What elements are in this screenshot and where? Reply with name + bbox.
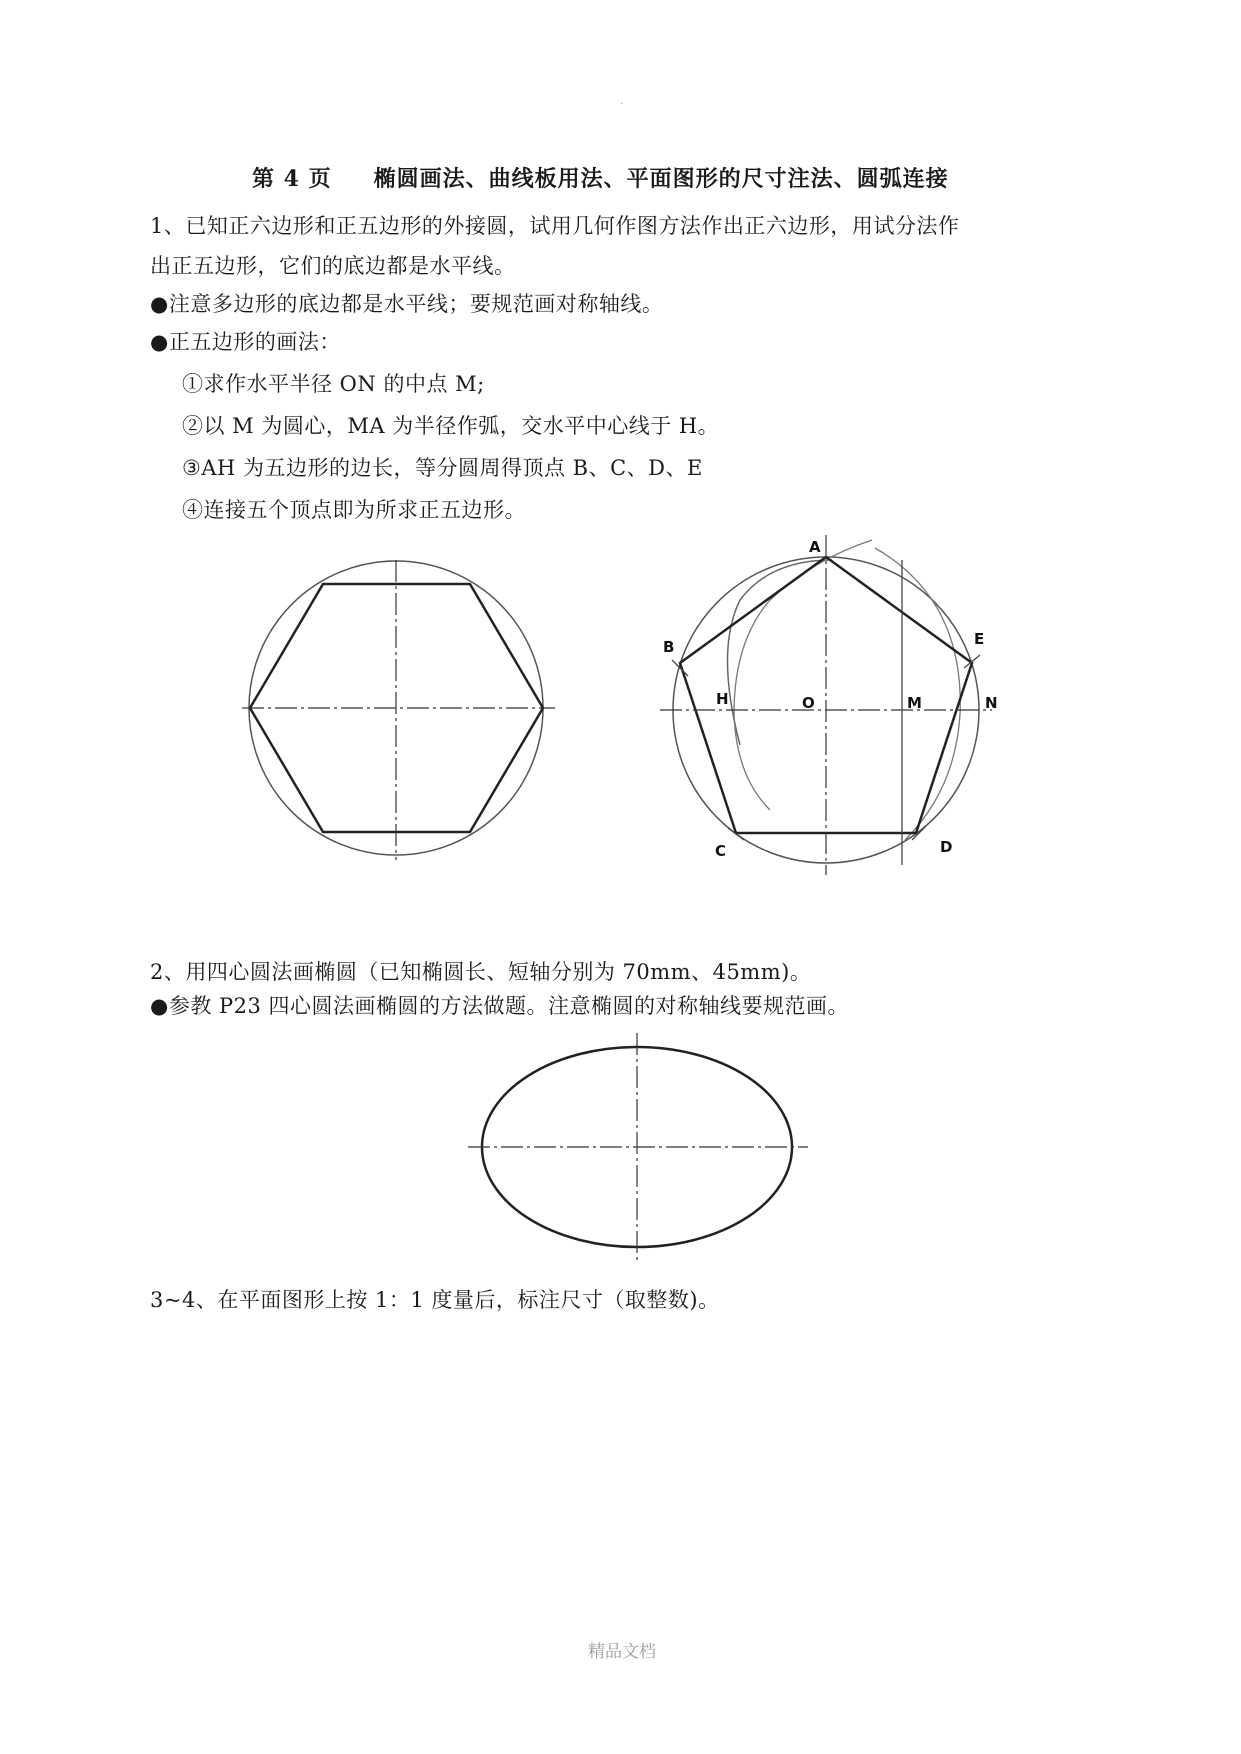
footer-watermark: 精品文档 — [588, 1642, 656, 1662]
step-3: ③AH 为五边形的边长，等分圆周得顶点 B、C、D、E — [182, 456, 703, 480]
section3-line1: 3~4、在平面图形上按 1：1 度量后，标注尺寸（取整数)。 — [150, 1288, 720, 1312]
label-b: B — [663, 638, 675, 656]
page-number: 第 4 页 — [252, 166, 332, 192]
label-d: D — [940, 838, 953, 856]
section1-note1: ●注意多边形的底边都是水平线；要规范画对称轴线。 — [150, 292, 664, 316]
section1-line1: 1、已知正六边形和正五边形的外接圆，试用几何作图方法作出正六边形，用试分法作 — [150, 214, 960, 238]
section2-note: ●参教 P23 四心圆法画椭圆的方法做题。注意椭圆的对称轴线要规范画。 — [150, 994, 850, 1018]
title-text: 椭圆画法、曲线板用法、平面图形的尺寸注法、圆弧连接 — [373, 166, 949, 192]
label-n: N — [985, 694, 998, 712]
label-c: C — [715, 842, 727, 860]
label-m: M — [907, 694, 922, 712]
label-e: E — [974, 630, 985, 648]
label-a: A — [809, 538, 821, 556]
header-dot: . — [620, 96, 624, 107]
section1-line2: 出正五边形，它们的底边都是水平线。 — [150, 254, 516, 278]
label-h: H — [716, 690, 729, 708]
section1-note2: ●正五边形的画法： — [150, 330, 341, 354]
label-o: O — [802, 694, 815, 712]
section2-line1: 2、用四心圆法画椭圆（已知椭圆长、短轴分别为 70mm、45mm)。 — [150, 960, 812, 984]
step-1: ①求作水平半径 ON 的中点 M; — [182, 372, 485, 396]
step-2: ②以 M 为圆心，MA 为半径作弧，交水平中心线于 H。 — [182, 414, 720, 438]
step-4: ④连接五个顶点即为所求正五边形。 — [182, 498, 526, 522]
